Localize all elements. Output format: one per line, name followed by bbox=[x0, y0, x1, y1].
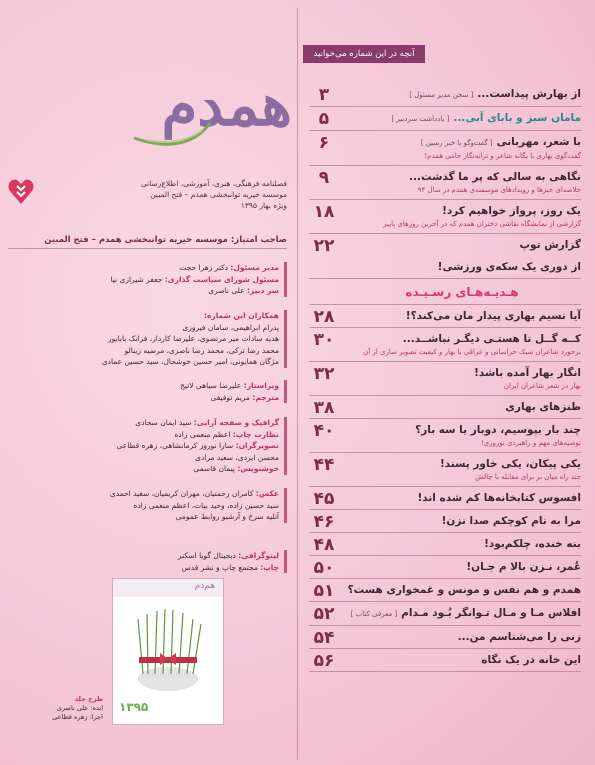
entry-title bbox=[343, 204, 581, 219]
entry-title bbox=[343, 135, 581, 151]
staff-block bbox=[8, 417, 287, 475]
logo-text: همدم bbox=[161, 71, 292, 139]
entry-tag: [ یادداشت سردبیر ] bbox=[391, 115, 450, 123]
cover-logo: هم‌دم bbox=[194, 581, 215, 591]
staff-role: مترجم: bbox=[252, 392, 279, 402]
entry-tag: [ گفت‌وگو با خبر رسین ] bbox=[420, 139, 493, 147]
heart-logo-icon bbox=[8, 176, 34, 206]
entry-title bbox=[343, 630, 581, 645]
entry-title bbox=[343, 309, 581, 324]
entry-subtitle: برخورد شاعران سبک خراسانی و عراقی با بهار و کیفیت تصویر سازی از آن bbox=[363, 348, 581, 356]
table-of-contents bbox=[309, 83, 581, 672]
entry-title bbox=[343, 491, 581, 506]
entry-title-text: بنه خنده، چلکم‌بود! bbox=[484, 538, 581, 550]
publisher: موسسه خیریه توانبخشی همدم – فتح المبین bbox=[150, 190, 287, 199]
staff-role: چاپ: bbox=[260, 562, 279, 572]
entry-subtitle: بهار در شعر شاعران ایران bbox=[503, 382, 581, 390]
entry-title bbox=[343, 423, 581, 438]
staff-role: مدیر مسئول: bbox=[230, 263, 279, 272]
toc-entry[interactable] bbox=[309, 166, 581, 200]
entry-subtitle: توصیه‌های مهم و راهبردی نوروزی! bbox=[480, 439, 581, 447]
page-number: ۵۱ bbox=[313, 581, 335, 601]
toc-entry[interactable] bbox=[309, 510, 581, 533]
toc-entry[interactable] bbox=[309, 131, 581, 166]
entry-title bbox=[343, 400, 581, 415]
cover-credit bbox=[8, 695, 103, 722]
staff-names: جعفر شیرازی نیا bbox=[110, 274, 165, 284]
entry-subtitle: گفت‌گوی بهاری با یگانه شاعر و ترانه‌نگار حامی همدم! bbox=[424, 152, 581, 160]
toc-heading: آنچه در این شماره می‌خوانید bbox=[303, 45, 425, 63]
entry-title-text: همدم و هم نفس و مونس و غمخواری هست؟ bbox=[347, 584, 581, 596]
entry-title-text: افسوس کتابخانه‌ها کم شده اند! bbox=[417, 492, 581, 504]
credit-title: طرح جلد bbox=[74, 695, 103, 703]
column-divider bbox=[297, 8, 298, 760]
page-number: ۳۸ bbox=[313, 398, 335, 418]
entry-title-text: آیا نسیم بهاری پیدار مان می‌کند؟! bbox=[405, 310, 581, 322]
toc-entry[interactable] bbox=[309, 487, 581, 510]
staff-names: پدرام ابراهیمی، سامان فیروزی bbox=[182, 322, 279, 332]
staff-line bbox=[8, 463, 279, 475]
toc-entry[interactable] bbox=[309, 579, 581, 602]
credit-artist: اجرا: زهره قطاعی bbox=[52, 713, 103, 721]
staff-line bbox=[8, 500, 279, 512]
staff-role: تصویرگران: bbox=[235, 441, 279, 450]
staff-names: محمد رضا ترکی، محمد رضا ناصری، مرضیه زینالو bbox=[124, 345, 279, 355]
staff-line bbox=[8, 333, 279, 345]
staff-names: محسن ایزدی، سعید مرادی bbox=[195, 452, 279, 462]
page-number: ۶ bbox=[318, 133, 330, 153]
staff-line bbox=[8, 380, 279, 392]
toc-entry[interactable] bbox=[309, 533, 581, 556]
toc-entry[interactable] bbox=[309, 419, 581, 453]
entry-title-text: گزارش توپ bbox=[519, 239, 581, 251]
page-number: ۵۲ bbox=[313, 604, 335, 624]
staff-role: سر دبیر: bbox=[246, 286, 279, 295]
staff-names: سارا نوروز کرمانشاهی، زهره قطاعی bbox=[116, 441, 236, 450]
publication-info bbox=[42, 178, 287, 211]
staff-line bbox=[8, 550, 279, 562]
staff-line bbox=[8, 285, 279, 297]
toc-entry[interactable] bbox=[309, 602, 581, 626]
entry-title bbox=[343, 653, 581, 668]
entry-title-text: انگار بهار آمده باشد! bbox=[474, 367, 581, 379]
toc-entry[interactable] bbox=[309, 305, 581, 328]
toc-entry[interactable] bbox=[309, 453, 581, 487]
entry-title-text: با شعر، مهربانی bbox=[496, 136, 581, 148]
staff-names: هدیه سادات میر مرتضوی، علیرضا کاردار، فرانک بابایور bbox=[108, 334, 279, 343]
staff-names: دکتر زهرا حجت bbox=[179, 263, 231, 272]
staff-block bbox=[8, 262, 287, 297]
staff-block bbox=[8, 380, 287, 403]
staff-line bbox=[8, 274, 279, 286]
entry-title bbox=[343, 260, 581, 275]
entry-title-text: کــه گــل تا هستـی دیگـر نباشــد... bbox=[402, 333, 581, 345]
staff-role: خوشنویس: bbox=[237, 464, 279, 473]
page-number: ۲۸ bbox=[313, 307, 335, 327]
staff-role: لیتوگرافی: bbox=[238, 551, 279, 560]
staff-line bbox=[8, 345, 279, 357]
logo-swirl-icon bbox=[132, 118, 212, 148]
toc-entry[interactable] bbox=[309, 200, 581, 234]
issue-date: ویژه بهار ۱۳۹۵ bbox=[240, 201, 287, 210]
entry-title-text: افلاس مـا و مـال تـوانگر بُـود مـدام bbox=[401, 607, 581, 619]
magazine-logo bbox=[122, 70, 292, 165]
staff-names: علی ناصری bbox=[208, 286, 247, 295]
entry-title bbox=[343, 366, 581, 381]
staff-names: سید ایمان سجادی bbox=[135, 418, 194, 427]
staff-role: گرافیک و صفحه آرایی: bbox=[193, 418, 279, 427]
entry-title-text: مامان سبز و بابای آبی... bbox=[453, 112, 581, 124]
entry-title-text: یکی پیکان، یکی خاور پسند! bbox=[439, 458, 581, 470]
entry-title-text: یک روز، پرواز خواهیم کرد! bbox=[442, 205, 581, 217]
toc-entry[interactable] bbox=[309, 649, 581, 672]
staff-names: کامران رحمتیان، مهران کریمیان، سعید احمدی bbox=[109, 489, 256, 498]
staff-line bbox=[8, 417, 279, 429]
toc-entry[interactable] bbox=[309, 256, 581, 279]
entry-tag: [ سخن مدیر مسئول ] bbox=[409, 91, 474, 99]
entry-title bbox=[343, 560, 581, 575]
staff-names: مجتمع چاپ و نشر قدس bbox=[181, 562, 261, 572]
page-number: ۴۰ bbox=[313, 421, 335, 441]
entry-title bbox=[343, 170, 581, 185]
staff-names: آتلیه سرخ و آرشیو روابط عمومی bbox=[175, 512, 279, 521]
page-number: ۴۵ bbox=[313, 489, 335, 509]
toc-entry[interactable] bbox=[309, 83, 581, 107]
entry-title bbox=[343, 537, 581, 552]
toc-entry[interactable] bbox=[309, 328, 581, 362]
page-number: ۲۲ bbox=[313, 236, 335, 256]
staff-names: علیرضا سیاهی لاتیج bbox=[180, 381, 244, 390]
staff-line bbox=[8, 562, 279, 574]
staff-names: مژگان همایونی، امیر حسین خوشحال، سید حسین عمادی bbox=[101, 357, 279, 366]
staff-block bbox=[8, 310, 287, 368]
staff-line bbox=[8, 322, 279, 334]
page-number: ۵ bbox=[318, 109, 330, 129]
staff-role: نظارت چاپ: bbox=[232, 429, 279, 439]
staff-line bbox=[8, 511, 279, 523]
entry-title-text: از بهارش پیداست... bbox=[477, 88, 581, 100]
entry-title bbox=[343, 457, 581, 472]
toc-entry[interactable] bbox=[309, 107, 581, 131]
license-holder: صاحب امتیاز: موسسه خیریه توانبخشی همدم – فتح المبین bbox=[8, 235, 287, 249]
special-heading-row bbox=[309, 279, 581, 305]
credit-idea: ایده: علی ناصری bbox=[56, 704, 103, 712]
page-number: ۴۶ bbox=[313, 512, 335, 532]
staff-role: مسئول شورای سیاست گذاری: bbox=[164, 274, 279, 284]
staff-line bbox=[8, 452, 279, 464]
publication-type: فصلنامه فرهنگی، هنری، آموزشی، اطلاع‌رسانی bbox=[140, 179, 287, 188]
staff-role: عکس: bbox=[255, 489, 279, 498]
entry-tag: [ معرفی کتاب ] bbox=[350, 610, 398, 618]
toc-entry[interactable] bbox=[309, 626, 581, 649]
staff-line bbox=[8, 262, 279, 274]
special-heading: هـدیـه‌هـای رسـیـده bbox=[405, 285, 519, 299]
staff-role: ویراستار: bbox=[243, 381, 279, 390]
entry-title-text: از دوری یک سکه‌ی ورزشی! bbox=[437, 261, 581, 273]
cover-year: ۱۳۹۵ bbox=[119, 700, 149, 714]
entry-title-text: چند بار بپوسیم، دوبار یا سه بار؟ bbox=[415, 424, 581, 436]
entry-title bbox=[343, 111, 581, 127]
entry-title bbox=[343, 87, 581, 103]
staff-line bbox=[8, 488, 279, 500]
staff-block bbox=[8, 488, 287, 523]
staff-names: سید حسین زاده، وحید بیات، اعظم منعمی زاده bbox=[133, 500, 279, 510]
page-number: ۴۸ bbox=[313, 535, 335, 555]
page-number: ۳۲ bbox=[313, 364, 335, 384]
staff-names: پیمان قاسمی bbox=[193, 464, 238, 473]
cover-thumbnail bbox=[112, 578, 224, 725]
staff-line bbox=[8, 392, 279, 404]
staff-block bbox=[8, 550, 287, 573]
entry-title-text: این خانه در یک نگاه bbox=[481, 654, 581, 666]
entry-title bbox=[343, 332, 581, 347]
toc-entry[interactable] bbox=[309, 234, 581, 256]
staff-line bbox=[8, 356, 279, 368]
toc-entry[interactable] bbox=[309, 396, 581, 419]
entry-title bbox=[343, 238, 581, 253]
entry-title-text: عُمر، نـزن بالا م جـان! bbox=[466, 561, 581, 573]
staff-role: همکاران این شماره: bbox=[203, 311, 279, 320]
staff-names: دیجیتال گویا اسکنر bbox=[177, 551, 239, 560]
staff-line bbox=[8, 429, 279, 441]
entry-title bbox=[343, 583, 581, 598]
entry-subtitle: خلاصه‌ای خبرها و رویدادهای موسسه‌ی همدم در سال ۹۴ bbox=[417, 186, 581, 194]
page-number: ۱۸ bbox=[313, 202, 335, 222]
entry-subtitle: گزارشی از نمایشگاه نقاشی دختران همدم که در آخرین روزهای پاییز bbox=[383, 220, 581, 228]
entry-title bbox=[343, 606, 581, 622]
staff-names: اعظم منعمی زاده bbox=[174, 429, 233, 439]
staff-names: مریم توفیقی bbox=[210, 392, 253, 402]
page-number: ۵۶ bbox=[313, 651, 335, 671]
page-number: ۳ bbox=[318, 85, 330, 105]
page-number: ۵۰ bbox=[313, 558, 335, 578]
staff-line bbox=[8, 440, 279, 452]
page-number: ۵۴ bbox=[313, 628, 335, 648]
page-number: ۳۰ bbox=[313, 330, 335, 350]
entry-subtitle: چند راه میان بر برای مقابله با چالش bbox=[475, 473, 581, 481]
entry-title-text: زنی را می‌شناسم من... bbox=[457, 631, 581, 643]
toc-entry[interactable] bbox=[309, 556, 581, 579]
staff-line bbox=[8, 310, 279, 322]
toc-entry[interactable] bbox=[309, 362, 581, 396]
page-number: ۴۴ bbox=[313, 455, 335, 475]
page-number: ۹ bbox=[318, 168, 330, 188]
entry-title-text: مرا به نام کوچکم صدا نزن! bbox=[441, 515, 581, 527]
entry-title-text: طنزهای بهاری bbox=[505, 401, 581, 413]
entry-title-text: نگاهی به سالی که پر ما گذشت... bbox=[409, 171, 581, 183]
entry-title bbox=[343, 514, 581, 529]
